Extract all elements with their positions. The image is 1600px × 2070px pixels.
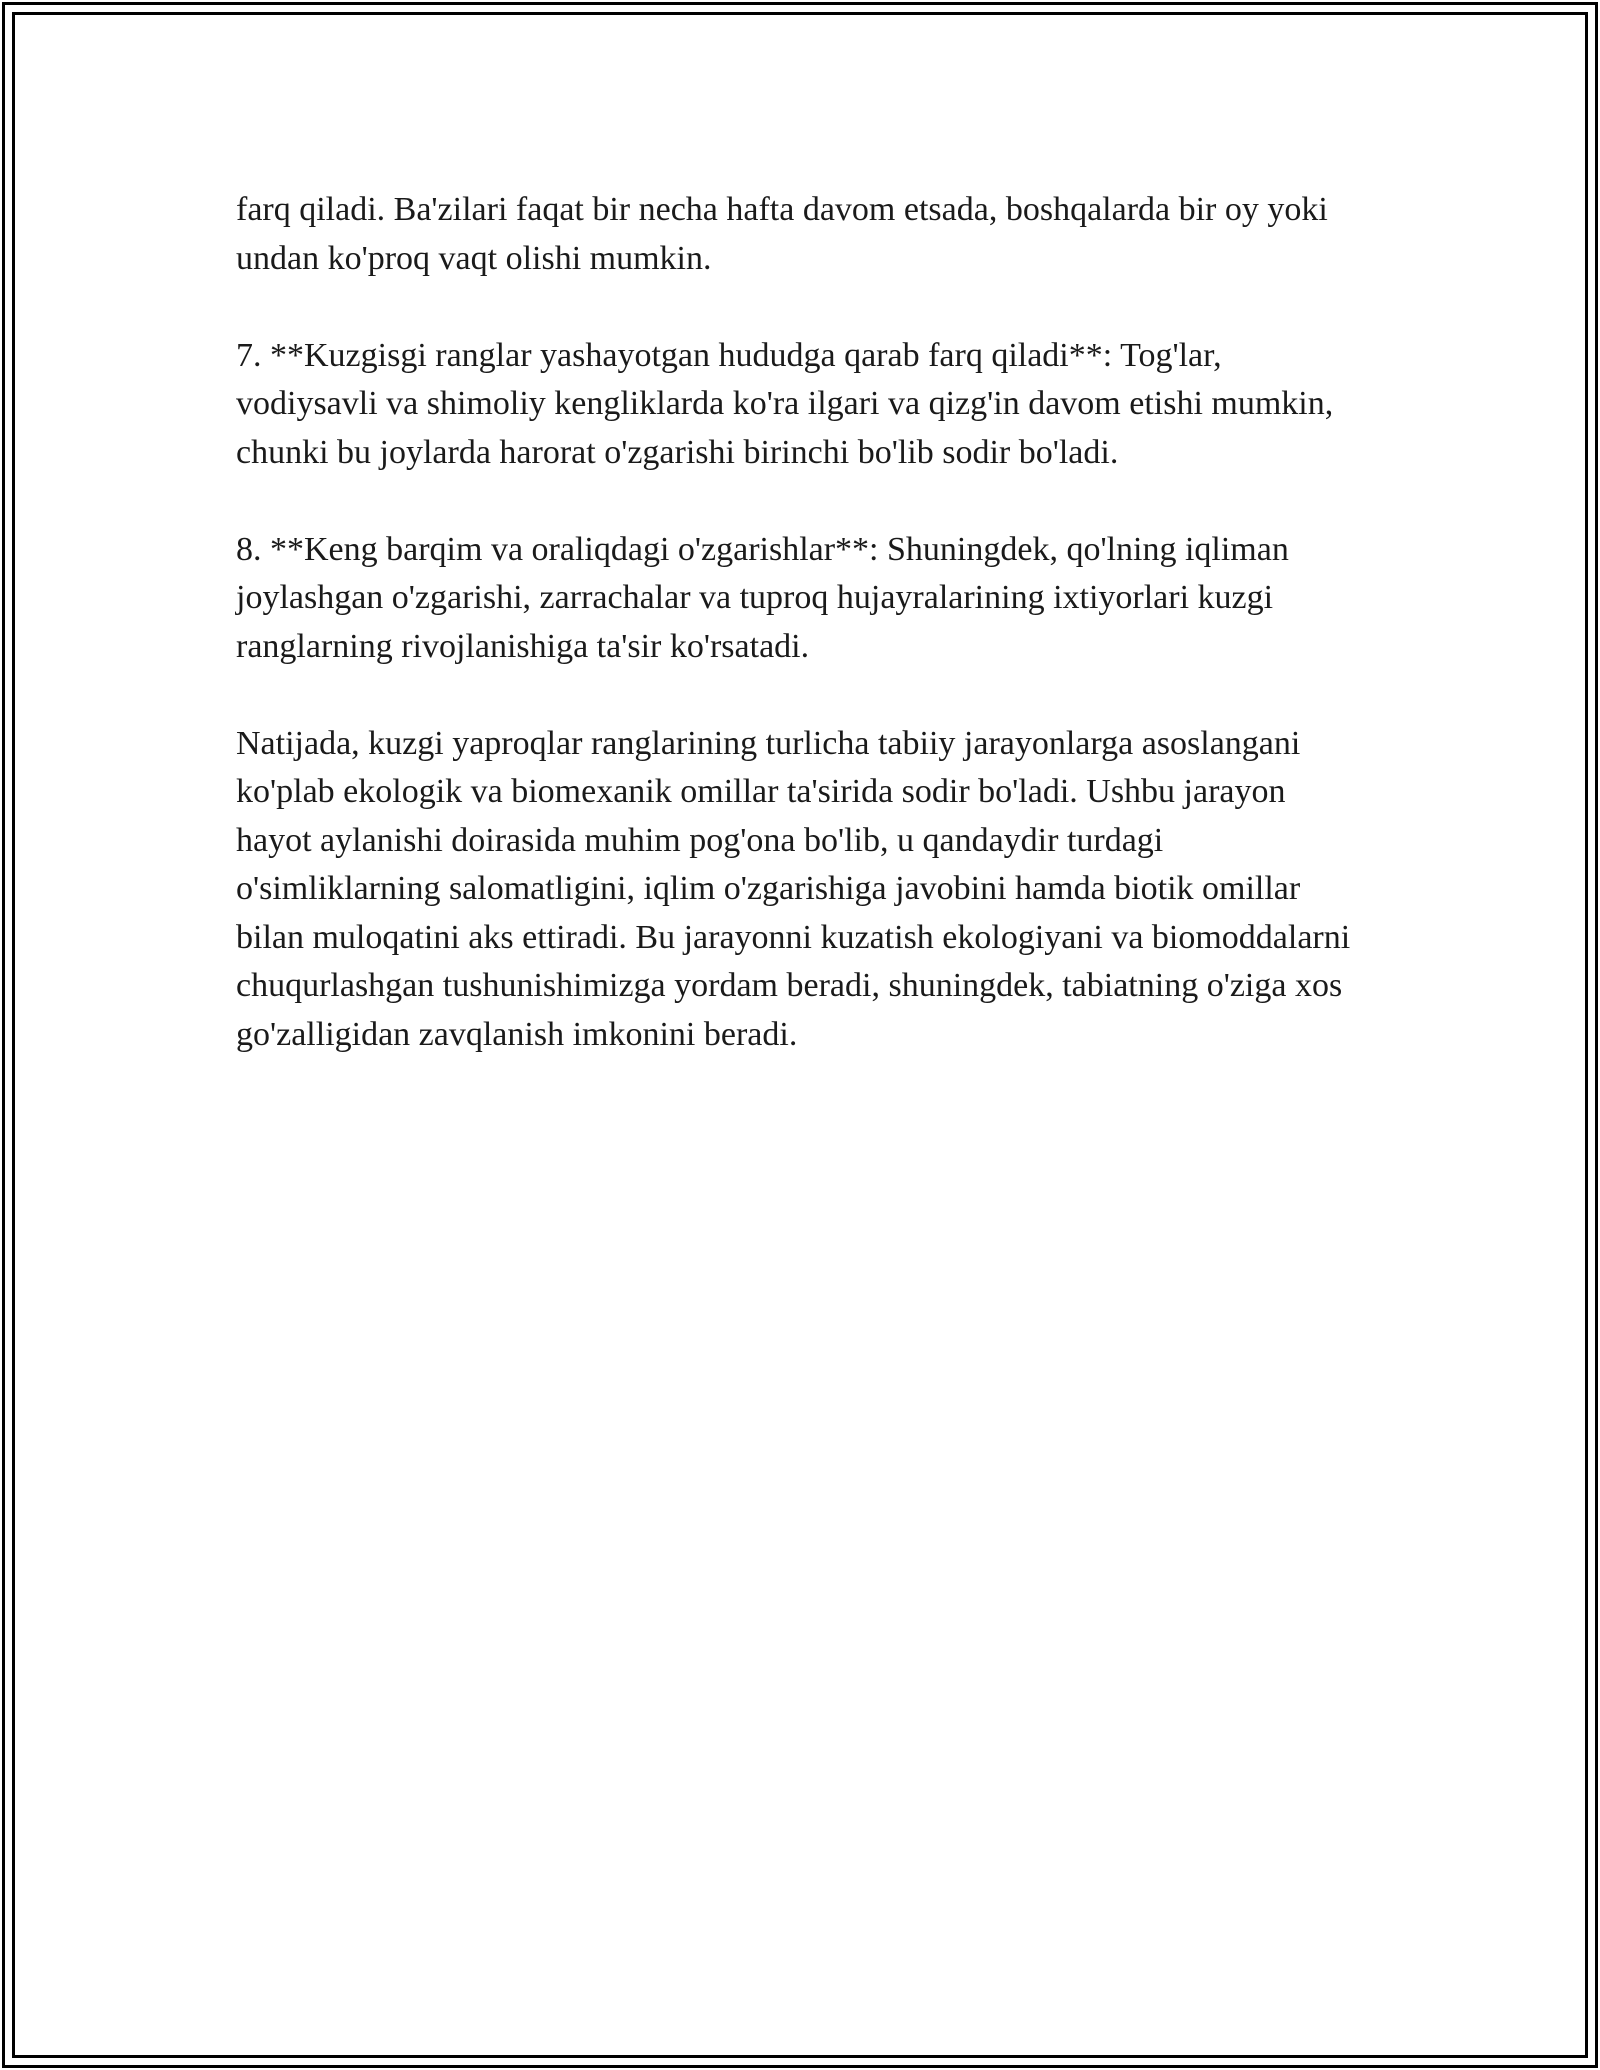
paragraph-item-8: 8. **Keng barqim va oraliqdagi o'zgarishlar**: Shuningdek, qo'lning iqliman joylashgan o'zgarishi, zarrachalar va tuproq hujayralarining ixtiyorlari kuzgi ranglarning rivojlanishiga ta'sir ko'rsatadi.: [236, 530, 1289, 665]
paragraph-item-7: 7. **Kuzgisgi ranglar yashayotgan hududga qarab farq qiladi**: Tog'lar, vodiysavli va shimoliy kengliklarda ko'ra ilgari va qizg'in davom etishi mumkin, chunki bu joylarda harorat o'zgarishi birinchi bo'lib sodir bo'ladi.: [236, 336, 1334, 471]
paragraph-continuation: farq qiladi. Ba'zilari faqat bir necha hafta davom etsada, boshqalarda bir oy yoki undan ko'proq vaqt olishi mumkin.: [236, 191, 1328, 277]
paragraph-conclusion: Natijada, kuzgi yaproqlar ranglarining turlicha tabiiy jarayonlarga asoslangani ko'plab ekologik va biomexanik omillar ta'sirida sodir bo'ladi. Ushbu jarayon hayot aylanishi doirasida muhim pog'ona bo'lib, u qandaydir turdagi o'simliklarning salomatligini, iqlim o'zgarishiga javobini hamda biotik omillar bilan muloqatini aks ettiradi. Bu jarayonni kuzatish ekologiyani va biomoddalarni chuqurlashgan tushunishimizga yordam beradi, shuningdek, tabiatning o'ziga xos go'zalligidan zavqlanish imkonini beradi.: [236, 724, 1351, 1053]
document-body: [236, 186, 1356, 1108]
